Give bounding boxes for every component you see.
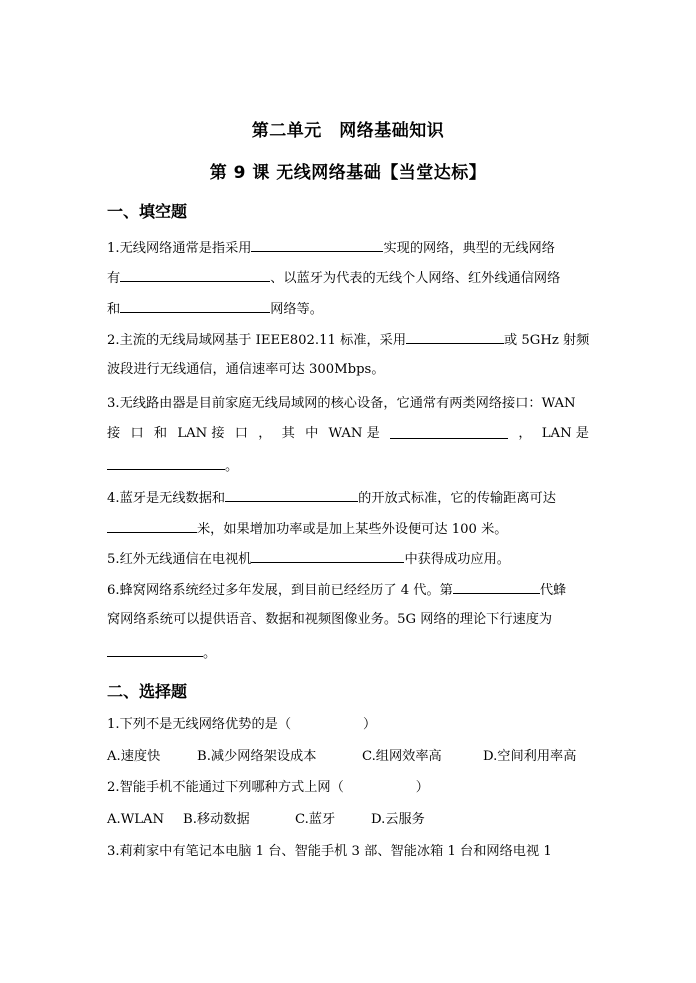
option-c[interactable]: C.组网效率高 [362,749,442,764]
q4-text-b: 的开放式标准，它的传输距离可达 [358,491,556,506]
option-a[interactable]: A.速度快 [107,749,161,764]
option-b[interactable]: B.移动数据 [183,812,250,827]
answer-blank[interactable] [390,425,508,439]
q4-line1 [107,488,556,508]
q5-text-a: 5.红外无线通信在电视机 [107,552,252,567]
section-heading-choice: 二、选择题 [107,682,188,701]
answer-blank[interactable] [251,549,404,563]
q3-word: 口 [130,426,144,441]
q6-line3 [107,643,216,663]
q6-tail: 。 [203,646,217,661]
q3-word: 和 [153,426,168,441]
q1-text-c: 有 [107,271,121,286]
answer-blank[interactable] [120,299,270,313]
q3-line2 [107,425,589,443]
q2-line2: 波段进行无线通信，通信速率可达 300Mbps。 [107,362,385,377]
q4-line2 [107,519,508,539]
q6-text-b: 代蜂 [539,583,567,598]
lesson-title: 第 9 课 无线网络基础【当堂达标】 [209,163,487,183]
q2-text-b: 或 5GHz 射频 [504,333,590,348]
answer-blank[interactable] [120,268,270,282]
section-heading-fill-in: 一、填空题 [107,202,188,221]
q3-word: WAN 是 [328,426,380,441]
q3-word: 其 [281,426,295,441]
q1-line3 [107,299,323,319]
q3-word: 口 [234,426,248,441]
answer-blank[interactable] [107,519,197,533]
q4-text-a: 4.蓝牙是无线数据和 [107,491,226,506]
option-b[interactable]: B.减少网络架设成本 [197,749,317,764]
q1-line1 [107,238,555,258]
q3-line1: 3.无线路由器是目前家庭无线局域网的核心设备，它通常有两类网络接口：WAN [107,396,576,411]
q3-line3 [107,456,238,476]
q3-word: ， [258,426,272,441]
q4-text-c: 米，如果增加功率或是加上某些外设便可达 100 米。 [197,522,508,537]
q3-word: 接 [107,426,121,441]
option-d[interactable]: D.空间利用率高 [483,749,577,764]
mc-q2-stem-text: 2.智能手机不能通过下列哪种方式上网（ [107,780,344,795]
option-d[interactable]: D.云服务 [371,812,425,827]
option-a[interactable]: A.WLAN [107,812,165,827]
q6-line2: 窝网络系统可以提供语音、数据和视频图像业务。5G 网络的理论下行速度为 [107,612,553,627]
q1-text-d: 、以蓝牙为代表的无线个人网络、红外线通信网络 [270,271,561,286]
q1-line2 [107,268,560,288]
answer-blank[interactable] [406,330,504,344]
q3-tail: 。 [225,459,239,474]
q2-line1 [107,330,589,350]
q3-word: 中 [305,426,319,441]
q3-word: LAN 是 [541,426,589,441]
q5-text-b: 中获得成功应用。 [404,552,510,567]
answer-blank[interactable] [251,238,383,252]
mc-q3-stem: 3.莉莉家中有笔记本电脑 1 台、智能手机 3 部、智能冰箱 1 台和网络电视 1 [107,844,552,859]
q5-line1 [107,549,510,569]
q1-text-e: 和 [107,302,121,317]
q6-line1 [107,580,566,600]
option-c[interactable]: C.蓝牙 [295,812,336,827]
q1-text-b: 实现的网络，典型的无线网络 [383,241,555,256]
answer-blank[interactable] [225,488,358,502]
mc-q2-stem [107,779,429,797]
q6-text-a: 6.蜂窝网络系统经过多年发展，到目前已经经历了 4 代。第 [107,583,453,598]
mc-q2-close: ） [415,780,429,795]
answer-blank[interactable] [453,580,540,594]
q3-word: ， [518,426,532,441]
mc-q1-stem [107,716,376,734]
mc-q1-close: ） [363,717,377,732]
q3-word: LAN 接 [177,426,225,441]
answer-blank[interactable] [107,643,203,657]
q2-text-a: 2.主流的无线局域网基于 IEEE802.11 标准，采用 [107,333,407,348]
mc-q1-stem-text: 1.下列不是无线网络优势的是（ [107,717,292,732]
unit-title: 第二单元 网络基础知识 [251,121,445,141]
q1-text-f: 网络等。 [270,302,323,317]
answer-blank[interactable] [107,456,225,470]
q1-text-a: 1.无线网络通常是指采用 [107,241,252,256]
